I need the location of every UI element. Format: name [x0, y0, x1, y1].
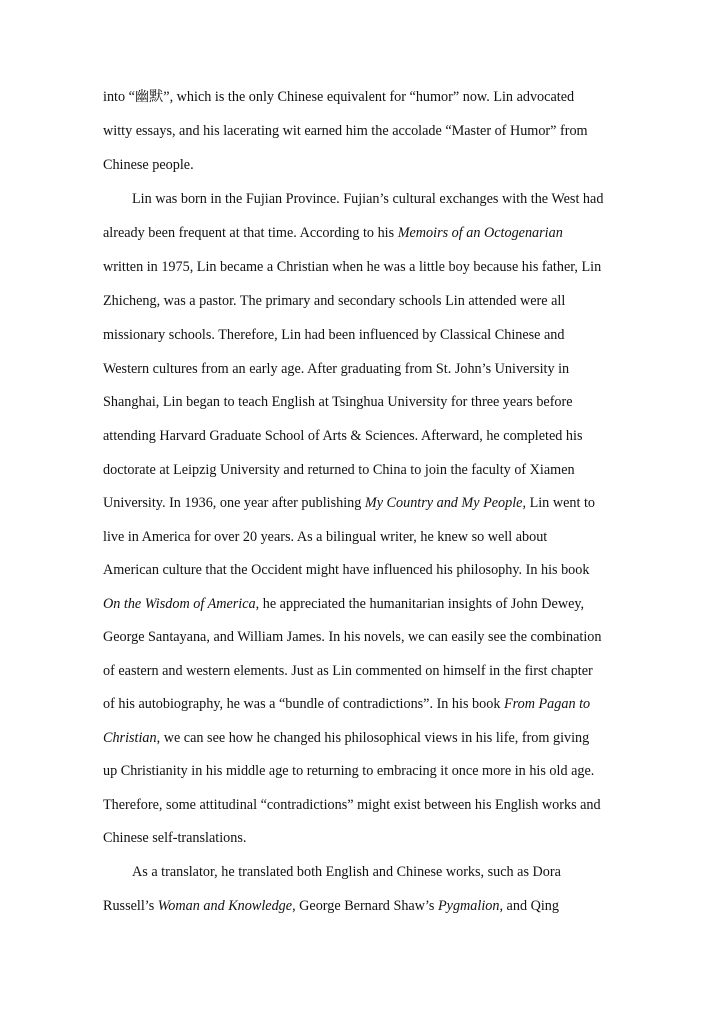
- paragraph-start-line: As a translator, he translated both English and Chinese works, such as Dora: [132, 864, 561, 880]
- text-line: Chinese people.: [103, 157, 194, 173]
- text-line: Christian, we can see how he changed his philosophical views in his life, from giving: [103, 730, 590, 746]
- text-line: Zhicheng, was a pastor. The primary and secondary schools Lin attended were all: [103, 293, 566, 309]
- text-line: of eastern and western elements. Just as Lin commented on himself in the first chapter: [103, 663, 593, 679]
- text-line: of his autobiography, he was a “bundle of contradictions”. In his book From Pagan to: [103, 696, 591, 712]
- text-line: live in America for over 20 years. As a bilingual writer, he knew so well about: [103, 529, 548, 545]
- book-title: On the Wisdom of America: [103, 596, 256, 612]
- book-title: Woman and Knowledge: [157, 898, 293, 914]
- text-line: written in 1975, Lin became a Christian when he was a little boy because his father, Lin: [103, 259, 602, 275]
- book-title: From Pagan to: [503, 696, 591, 712]
- text-line: University. In 1936, one year after publishing My Country and My People, Lin went to: [103, 495, 595, 511]
- text-line: into “幽默”, which is the only Chinese equivalent for “humor” now. Lin advocated: [103, 89, 575, 105]
- text-line: Chinese self-translations.: [103, 830, 247, 846]
- book-title: Christian: [103, 730, 157, 746]
- text-line: Western cultures from an early age. After graduating from St. John’s University in: [103, 361, 570, 377]
- text-line: doctorate at Leipzig University and returned to China to join the faculty of Xiamen: [103, 462, 575, 478]
- text-line: missionary schools. Therefore, Lin had been influenced by Classical Chinese and: [103, 327, 565, 343]
- book-title: Pygmalion: [437, 898, 500, 914]
- text-line: witty essays, and his lacerating wit earned him the accolade “Master of Humor” from: [103, 123, 588, 139]
- text-line: George Santayana, and William James. In his novels, we can easily see the combination: [103, 629, 602, 645]
- book-title: Memoirs of an Octogenarian: [397, 225, 563, 241]
- text-line: up Christianity in his middle age to returning to embracing it once more in his old age.: [103, 763, 595, 779]
- text-line: Therefore, some attitudinal “contradictions” might exist between his English works and: [103, 797, 601, 813]
- text-line: Russell’s Woman and Knowledge, George Bernard Shaw’s Pygmalion, and Qing: [103, 898, 559, 914]
- text-line: American culture that the Occident might have influenced his philosophy. In his book: [103, 562, 590, 578]
- book-title: My Country and My People: [364, 495, 523, 511]
- text-line: On the Wisdom of America, he appreciated the humanitarian insights of John Dewey,: [103, 596, 585, 612]
- paragraph-start-line: Lin was born in the Fujian Province. Fujian’s cultural exchanges with the West had: [132, 191, 604, 207]
- text-line: attending Harvard Graduate School of Arts & Sciences. Afterward, he completed his: [103, 428, 583, 444]
- text-line: Shanghai, Lin began to teach English at Tsinghua University for three years before: [103, 394, 573, 410]
- text-line: already been frequent at that time. According to his Memoirs of an Octogenarian: [103, 225, 563, 241]
